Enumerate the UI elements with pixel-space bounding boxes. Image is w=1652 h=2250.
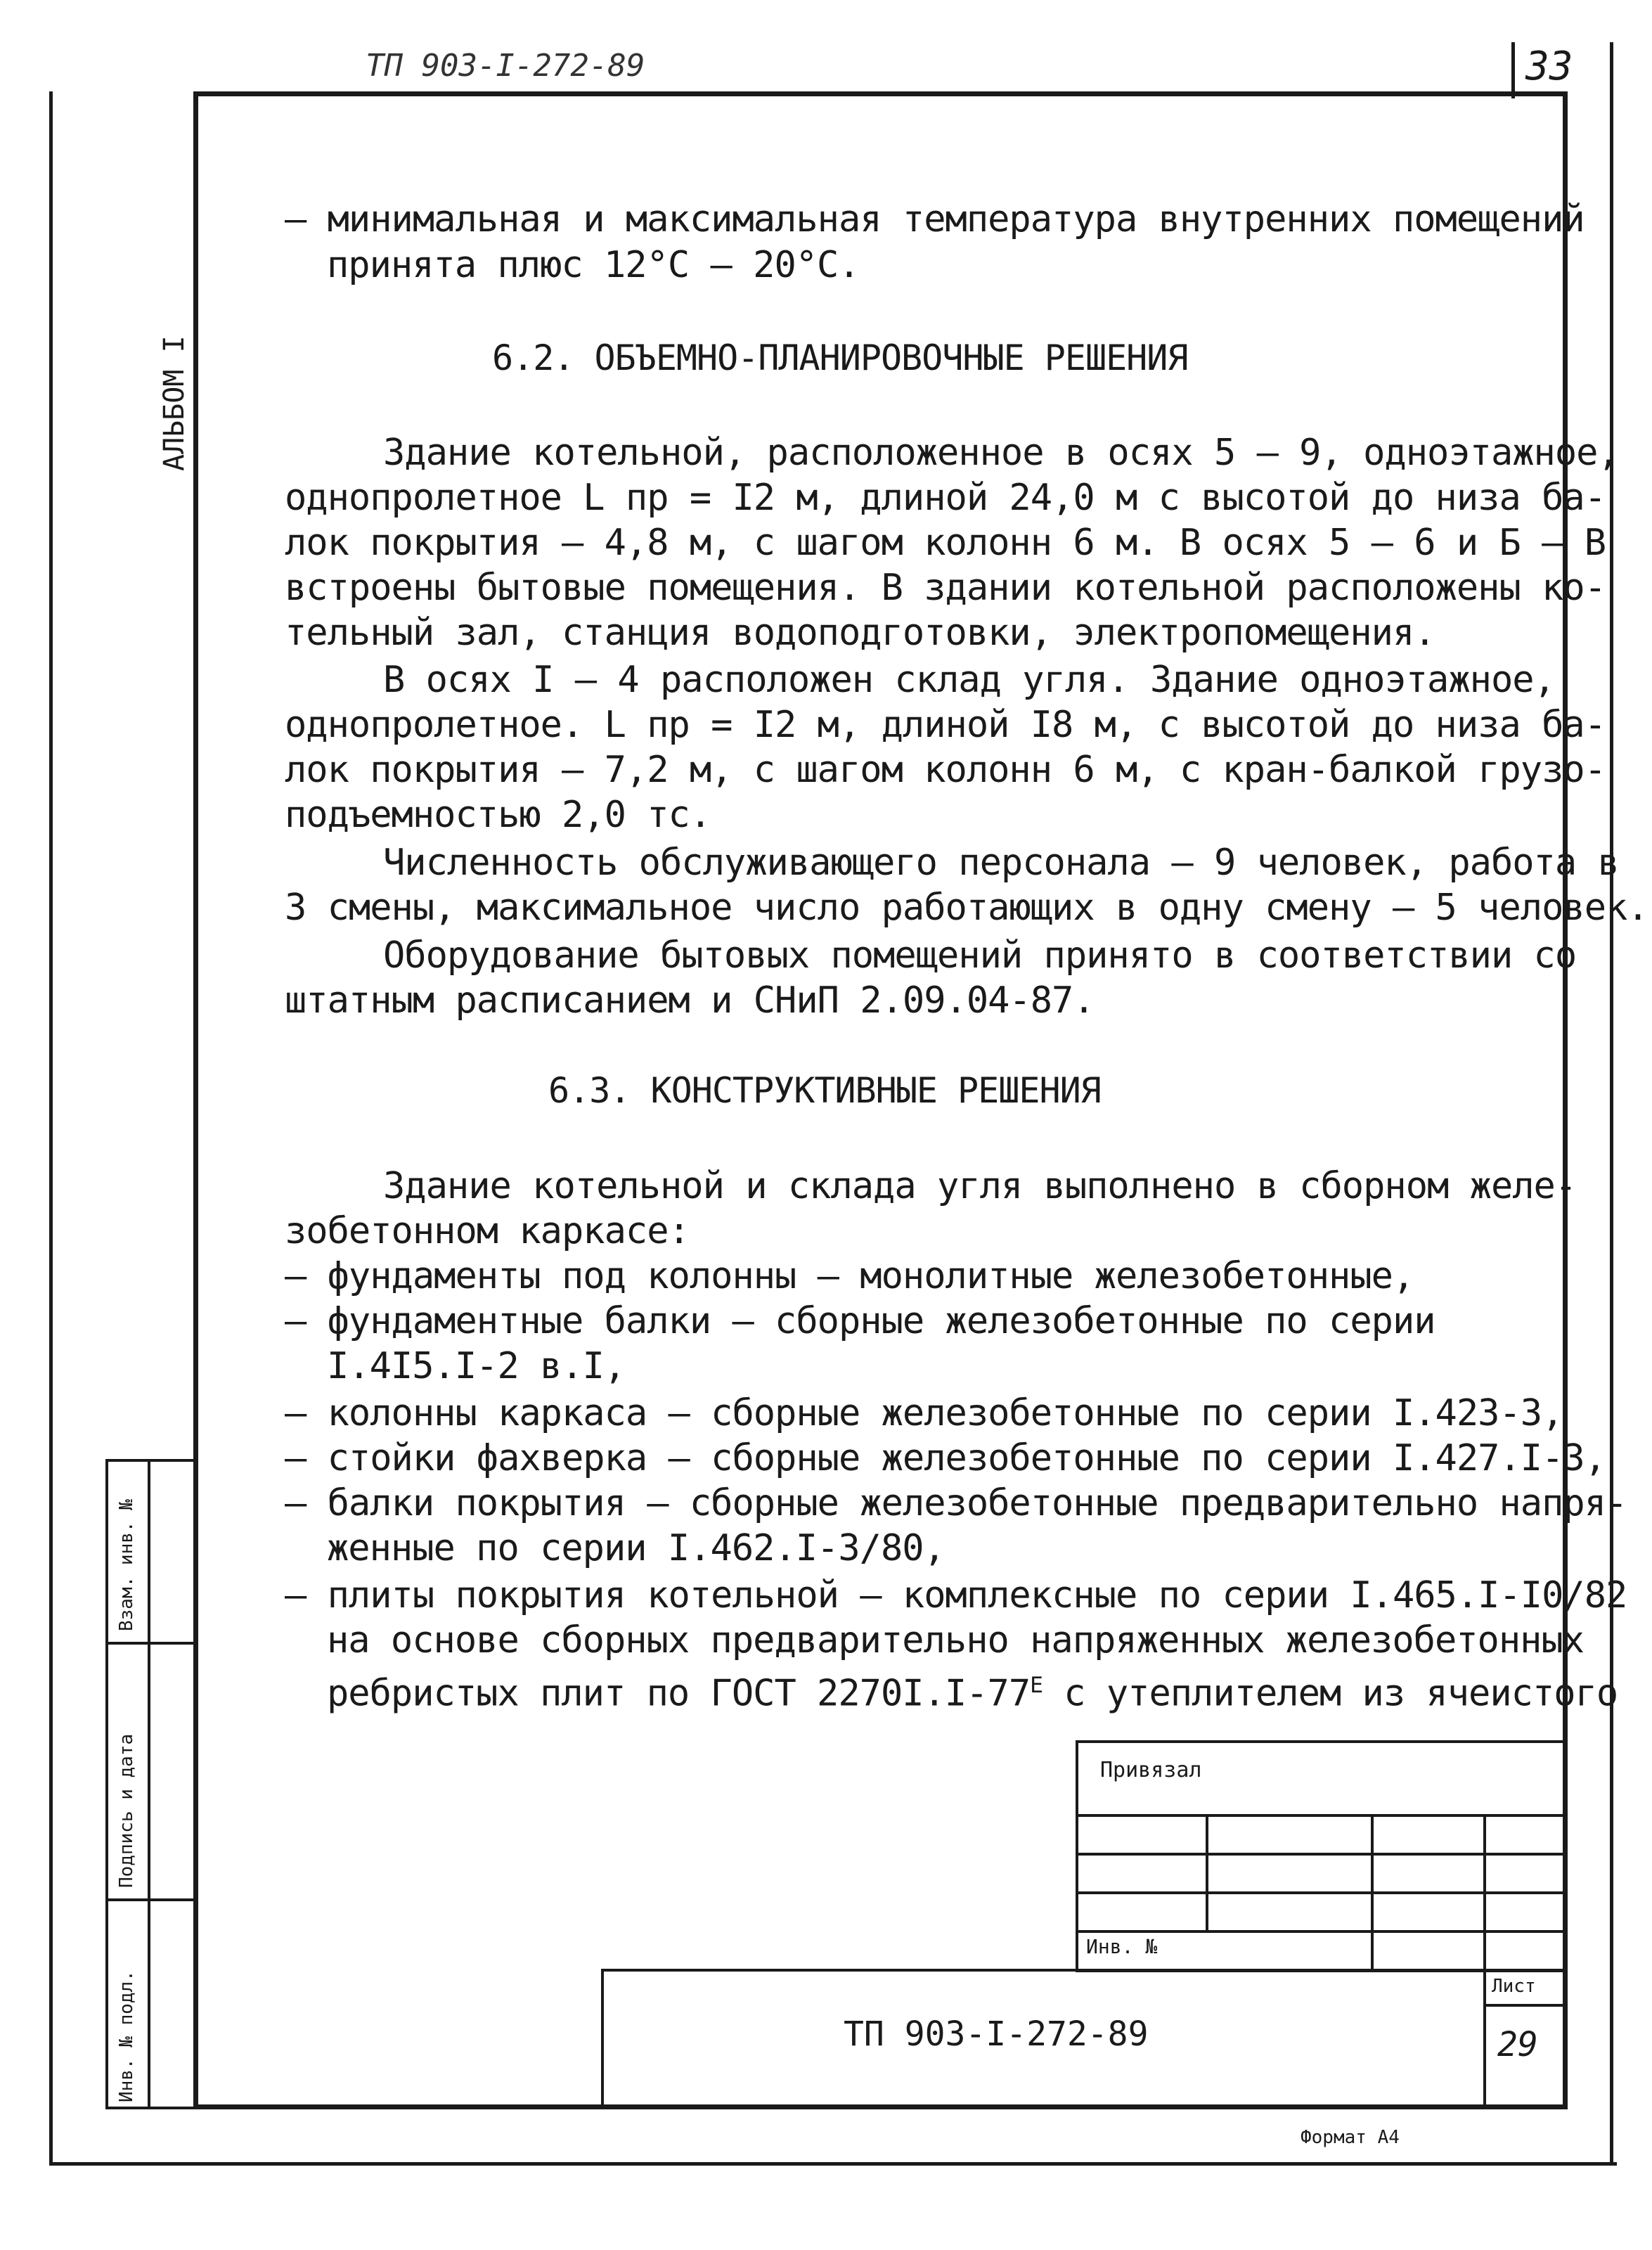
- list-item-cont: на основе сборных предварительно напряженных железобетонных: [327, 1619, 1585, 1661]
- privyaz-col-1: [1206, 1814, 1208, 1930]
- privyaz-row-4: [1076, 1930, 1568, 1933]
- text-line: подъемностью 2,0 тс.: [285, 794, 711, 836]
- privyaz-col-2: [1371, 1814, 1374, 1972]
- page-number-divider: [1511, 42, 1515, 98]
- text-line: Оборудование бытовых помещений принято в соответствии со: [383, 934, 1577, 977]
- list-item: – колонны каркаса – сборные железобетонные по серии I.423-3,: [285, 1392, 1563, 1434]
- text-line: 3 смены, максимальное число работающих в одну смену – 5 человек.: [285, 887, 1648, 929]
- text-line: – минимальная и максимальная температура внутренних помещений: [285, 198, 1585, 240]
- privyaz-col-3: [1483, 1814, 1486, 1972]
- superscript: Е: [1030, 1673, 1043, 1698]
- list-item: – фундаментные балки – сборные железобетонные по серии: [285, 1300, 1435, 1342]
- list-cell-divider: [1483, 2004, 1568, 2007]
- side-table-row-2: [105, 1898, 197, 1901]
- privyaz-row-2: [1076, 1853, 1568, 1856]
- text-line: встроены бытовые помещения. В здании котельной расположены ко-: [285, 567, 1606, 609]
- list-item: – стойки фахверка – сборные железобетонные по серии I.427.I-3,: [285, 1437, 1606, 1479]
- list-item: – балки покрытия – сборные железобетонные предварительно напря-: [285, 1482, 1627, 1524]
- list-item-cont: женные по серии I.462.I-3/80,: [327, 1527, 945, 1569]
- side-table-cell-3: Взам. инв. №: [116, 1499, 137, 1631]
- text-line: тельный зал, станция водоподготовки, электропомещения.: [285, 612, 1435, 654]
- privyaz-row-3: [1076, 1891, 1568, 1894]
- side-table-cell-1: Инв. № подл.: [116, 1970, 137, 2102]
- text-line: В осях I – 4 расположен склад угля. Здание одноэтажное,: [383, 659, 1555, 701]
- list-item-cont: [285, 1663, 1618, 1716]
- side-table-cell-2: Подпись и дата: [116, 1733, 137, 1888]
- text-line: лок покрытия – 4,8 м, с шагом колонн 6 м. В осях 5 – 6 и Б – В: [285, 522, 1606, 564]
- side-table-row-1: [105, 1642, 197, 1645]
- list-label: Лист: [1492, 1976, 1536, 1997]
- title-block-divider: [1483, 1969, 1486, 2109]
- sheet-right-edge: [1610, 42, 1613, 2166]
- inv-label: Инв. №: [1086, 1935, 1158, 1958]
- text-line: лок покрытия – 7,2 м, с шагом колонн 6 м, с кран-балкой грузо-: [285, 749, 1606, 791]
- privyaz-label: Привязал: [1100, 1758, 1202, 1782]
- privyaz-row-1: [1076, 1814, 1568, 1817]
- page-number-top: 33: [1525, 44, 1573, 89]
- text-line: Здание котельной, расположенное в осях 5 – 9, одноэтажное,: [383, 432, 1619, 474]
- sheet-bottom-edge: [49, 2162, 1617, 2166]
- text-line: однопролетное L пр = I2 м, длиной 24,0 м с высотой до низа ба-: [285, 477, 1606, 519]
- album-label: АЛЬБОМ I: [158, 335, 191, 471]
- text-fragment: с утеплителем из ячеистого: [1042, 1672, 1618, 1715]
- text-fragment: ребристых плит по ГОСТ 2270I.I-77: [327, 1672, 1031, 1715]
- text-line: Численность обслуживающего персонала – 9 человек, работа в: [383, 842, 1619, 884]
- text-line: штатным расписанием и СНиП 2.09.04-87.: [285, 979, 1095, 1022]
- list-number: 29: [1497, 2025, 1538, 2064]
- title-code: ТП 903-I-272-89: [844, 2014, 1149, 2054]
- side-table-divider: [148, 1459, 150, 2109]
- text-line: Здание котельной и склада угля выполнено в сборном желе-: [383, 1165, 1577, 1207]
- section-heading-6-3: 6.3. КОНСТРУКТИВНЫЕ РЕШЕНИЯ: [548, 1070, 1101, 1111]
- list-item: – фундаменты под колонны – монолитные железобетонные,: [285, 1255, 1414, 1297]
- text-line: зобетонном каркасе:: [285, 1210, 690, 1252]
- list-item: – плиты покрытия котельной – комплексные по серии I.465.I-I0/82: [285, 1574, 1627, 1616]
- section-heading-6-2: 6.2. ОБЪЕМНО-ПЛАНИРОВОЧНЫЕ РЕШЕНИЯ: [492, 338, 1188, 378]
- text-line: однопролетное. L пр = I2 м, длиной I8 м, с высотой до низа ба-: [285, 704, 1606, 746]
- format-label: Формат А4: [1301, 2127, 1400, 2148]
- text-line: принята плюс 12°С – 20°С.: [327, 244, 860, 286]
- sheet-left-edge: [49, 91, 53, 2166]
- doc-code-top: ТП 903-I-272-89: [366, 48, 645, 84]
- list-item-cont: I.4I5.I-2 в.I,: [327, 1345, 626, 1387]
